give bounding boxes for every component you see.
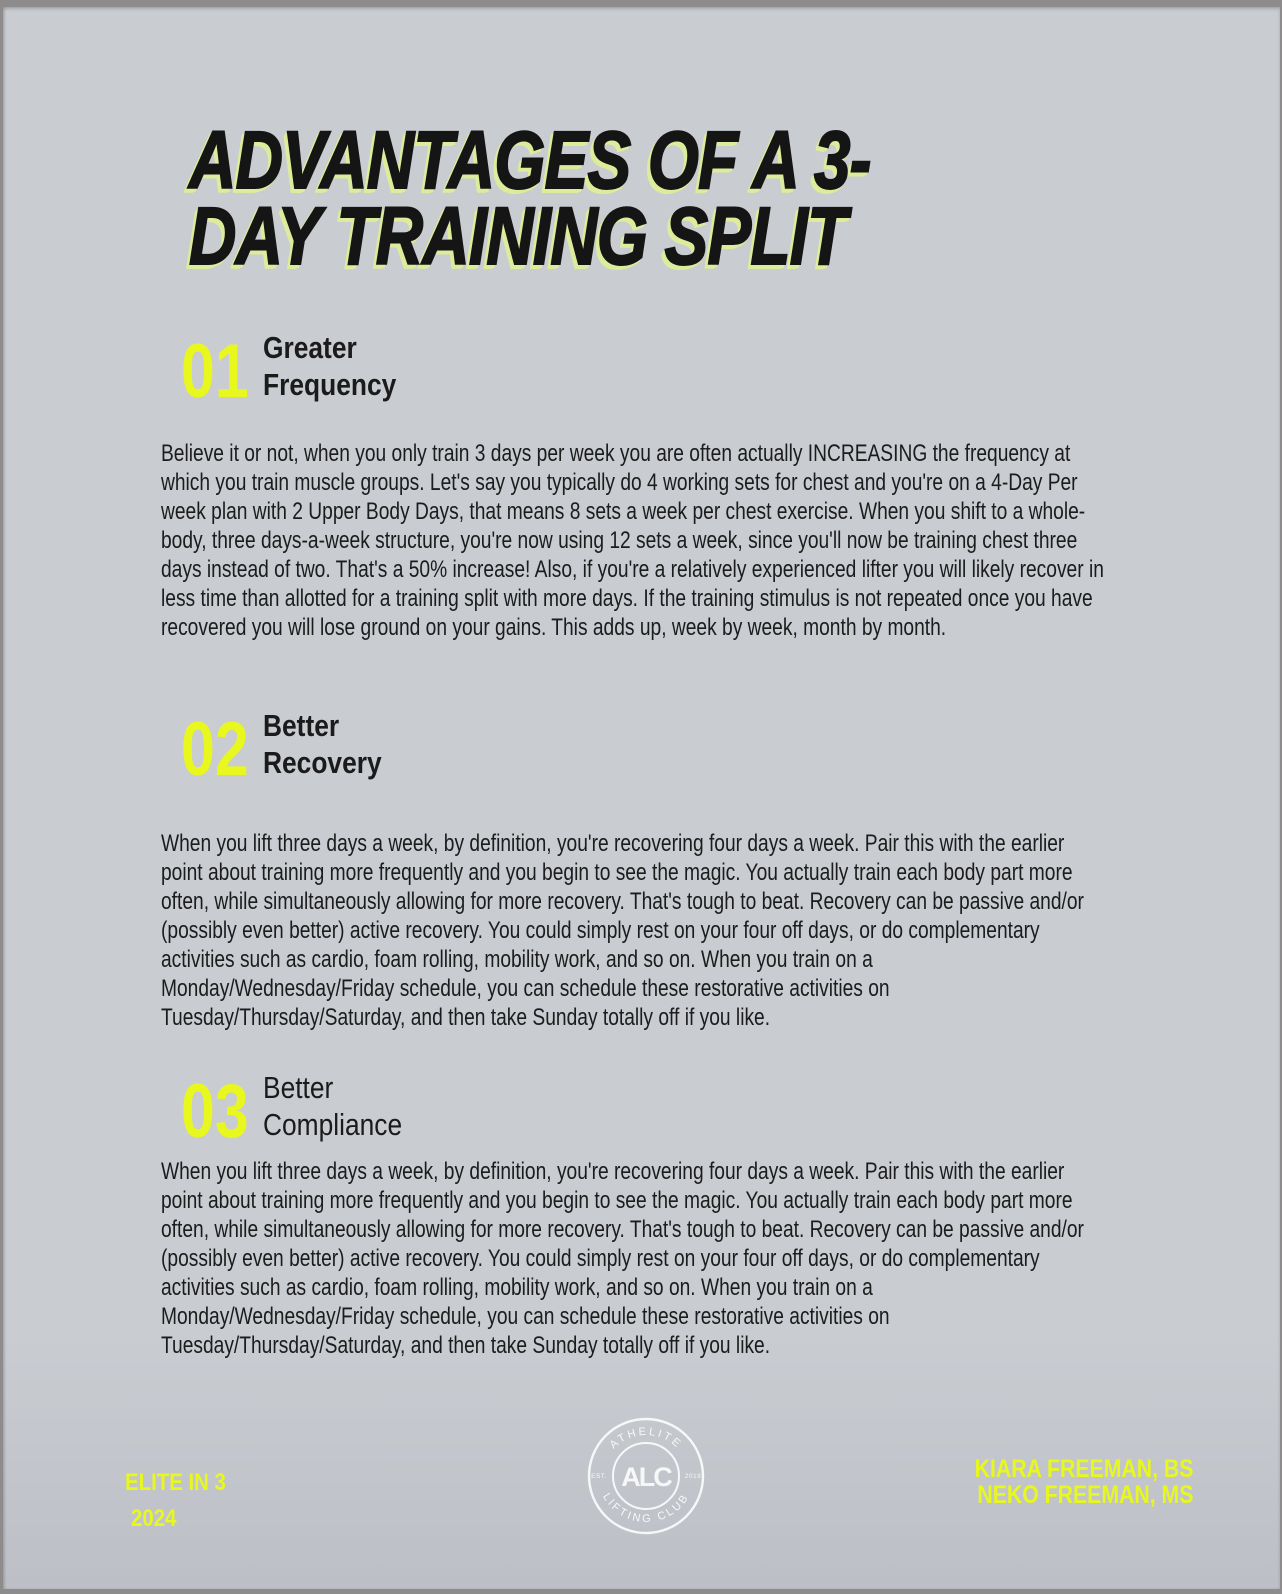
section-03-header xyxy=(181,1069,681,1169)
section-03-heading-line-2: Compliance xyxy=(263,1107,403,1142)
page-title xyxy=(189,115,871,282)
page-title-line-2: DAY TRAINING SPLIT xyxy=(189,191,847,282)
section-02-heading-line-1: Better xyxy=(263,708,340,743)
section-03-body: When you lift three days a week, by definition, you're recovering four days a week. Pair this with the earlier point about training more frequently and you begin to see the magic. You actually train each body part more often, while simultaneously allowing for more recovery. That's tough to beat. Recovery can be passive and/or (possibly even better) active recovery. You could simply rest on your four off days, or do complementary activities such as cardio, foam rolling, mobility work, and so on. When you train on a Monday/Wednesday/Friday schedule, you can schedule these restorative activities on Tuesday/Thursday/Saturday, and then take Sunday totally off if you like. xyxy=(161,1158,1084,1359)
athelite-lifting-club-logo-icon xyxy=(586,1416,706,1536)
section-03-heading-line-1: Better xyxy=(263,1070,334,1105)
section-03-heading xyxy=(263,1069,402,1143)
footer-author-2: NEKO FREEMAN, MS xyxy=(976,1481,1193,1509)
logo-monogram: ALC xyxy=(621,1462,671,1492)
section-02-number: 02 xyxy=(181,707,249,792)
logo-arc-bottom-text: LIFTING CLUB xyxy=(600,1491,692,1526)
footer-author-1: KIARA FREEMAN, BS xyxy=(974,1455,1193,1483)
section-01-body: Believe it or not, when you only train 3 days per week you are often actually INCREASING the frequency at which you train muscle groups. Let's say you typically do 4 working sets for chest and you're on a 4-Day Per week plan with 2 Upper Body Days, that means 8 sets a week per chest exercise. When you shift to a whole-body, three days-a-week structure, you're now using 12 sets a week, since you'll now be training chest three days instead of two. That's a 50% increase! Also, if you're a relatively experienced lifter you will likely recover in less time than allotted for a training split with more days. If the training stimulus is not repeated once you have recovered you will lose ground on your gains. This adds up, week by week, month by month. xyxy=(161,440,1104,641)
section-01-heading-line-2: Frequency xyxy=(263,367,397,402)
section-01-heading xyxy=(263,329,396,403)
logo-est-year: 2019 xyxy=(684,1473,702,1480)
section-01-heading-line-1: Greater xyxy=(263,330,357,365)
section-01-number: 01 xyxy=(181,329,249,414)
section-02-body: When you lift three days a week, by definition, you're recovering four days a week. Pair this with the earlier point about training more frequently and you begin to see the magic. You actually train each body part more often, while simultaneously allowing for more recovery. That's tough to beat. Recovery can be passive and/or (possibly even better) active recovery. You could simply rest on your four off days, or do complementary activities such as cardio, foam rolling, mobility work, and so on. When you train on a Monday/Wednesday/Friday schedule, you can schedule these restorative activities on Tuesday/Thursday/Saturday, and then take Sunday totally off if you like. xyxy=(161,830,1084,1031)
footer-program-name: ELITE IN 3 xyxy=(125,1469,226,1496)
section-01-header xyxy=(181,329,681,429)
section-02-heading xyxy=(263,707,382,781)
footer-year: 2024 xyxy=(131,1505,177,1532)
logo-est-label: EST. xyxy=(591,1473,607,1480)
document-page xyxy=(3,7,1280,1589)
footer-authors xyxy=(974,1456,1193,1508)
section-02-header xyxy=(181,707,681,807)
section-03-number: 03 xyxy=(181,1069,249,1154)
logo-arc-top-text: ATHELITE xyxy=(607,1425,685,1452)
section-02-heading-line-2: Recovery xyxy=(263,745,382,780)
page-title-line-1: ADVANTAGES OF A 3- xyxy=(189,115,871,206)
